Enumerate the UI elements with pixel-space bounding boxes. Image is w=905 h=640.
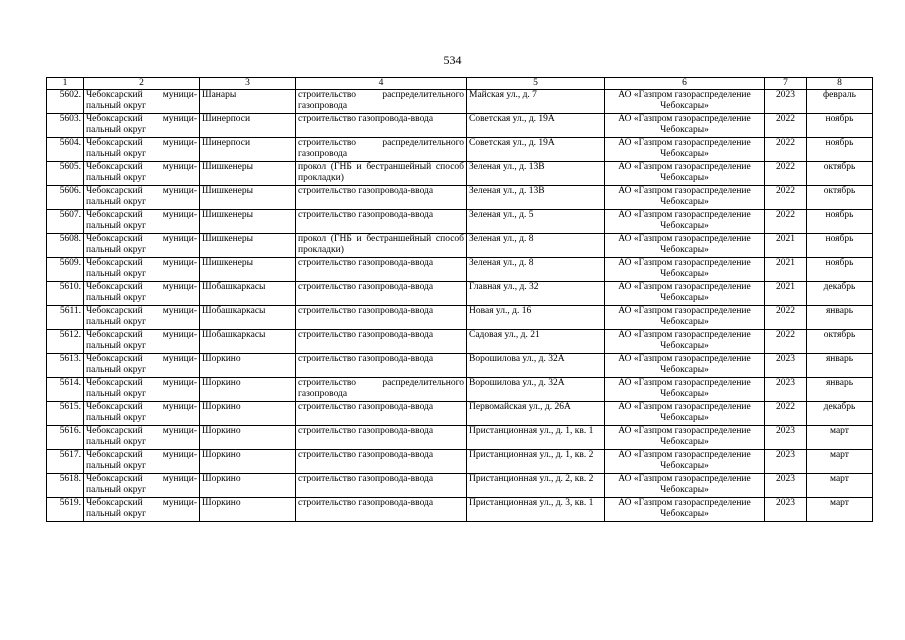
month-cell: декабрь <box>807 282 873 306</box>
month-cell: январь <box>807 306 873 330</box>
table-row <box>47 306 873 330</box>
organization-cell: АО «Газпром газораспределение Чебоксары» <box>605 450 765 474</box>
column-number: 6 <box>605 78 765 90</box>
district-cell: Чебоксарский муници-пальный округ <box>84 90 200 114</box>
year-cell: 2022 <box>765 330 807 354</box>
year-cell: 2021 <box>765 258 807 282</box>
address-cell: Пристанционная ул., д. 3, кв. 1 <box>467 498 605 522</box>
work-type-cell: строительство газопровода-ввода <box>296 210 467 234</box>
column-number: 7 <box>765 78 807 90</box>
address-cell: Пристанционная ул., д. 1, кв. 2 <box>467 450 605 474</box>
row-number: 5612. <box>47 330 84 354</box>
work-type-cell: прокол (ГНБ и бестраншейный способ прокладки) <box>296 162 467 186</box>
table-row <box>47 234 873 258</box>
year-cell: 2022 <box>765 162 807 186</box>
settlement-cell: Шоркино <box>200 426 296 450</box>
address-cell: Зеленая ул., д. 13В <box>467 186 605 210</box>
address-cell: Новая ул., д. 16 <box>467 306 605 330</box>
year-cell: 2023 <box>765 450 807 474</box>
column-number: 5 <box>467 78 605 90</box>
settlement-cell: Шоркино <box>200 402 296 426</box>
district-cell: Чебоксарский муници-пальный округ <box>84 354 200 378</box>
work-type-cell: строительство газопровода-ввода <box>296 450 467 474</box>
row-number: 5614. <box>47 378 84 402</box>
settlement-cell: Шобашкаркасы <box>200 330 296 354</box>
district-cell: Чебоксарский муници-пальный округ <box>84 426 200 450</box>
row-number: 5611. <box>47 306 84 330</box>
address-cell: Майская ул., д. 7 <box>467 90 605 114</box>
month-cell: ноябрь <box>807 234 873 258</box>
year-cell: 2022 <box>765 114 807 138</box>
organization-cell: АО «Газпром газораспределение Чебоксары» <box>605 378 765 402</box>
work-type-cell: строительство газопровода-ввода <box>296 402 467 426</box>
organization-cell: АО «Газпром газораспределение Чебоксары» <box>605 114 765 138</box>
work-type-cell: прокол (ГНБ и бестраншейный способ прокладки) <box>296 234 467 258</box>
settlement-cell: Шоркино <box>200 498 296 522</box>
settlement-cell: Шоркино <box>200 474 296 498</box>
row-number: 5618. <box>47 474 84 498</box>
address-cell: Первомайская ул., д. 26А <box>467 402 605 426</box>
work-type-cell: строительство распределительного газопровода <box>296 90 467 114</box>
settlement-cell: Шоркино <box>200 450 296 474</box>
address-cell: Советская ул., д. 19А <box>467 114 605 138</box>
address-cell: Пристанционная ул., д. 2, кв. 2 <box>467 474 605 498</box>
year-cell: 2023 <box>765 498 807 522</box>
table-row <box>47 330 873 354</box>
row-number: 5616. <box>47 426 84 450</box>
address-cell: Советская ул., д. 19А <box>467 138 605 162</box>
column-number: 2 <box>84 78 200 90</box>
settlement-cell: Шишкенеры <box>200 210 296 234</box>
table-row <box>47 402 873 426</box>
table-row <box>47 450 873 474</box>
table-row <box>47 474 873 498</box>
settlement-cell: Шишкенеры <box>200 186 296 210</box>
organization-cell: АО «Газпром газораспределение Чебоксары» <box>605 282 765 306</box>
work-type-cell: строительство распределительного газопровода <box>296 378 467 402</box>
settlement-cell: Шобашкаркасы <box>200 306 296 330</box>
year-cell: 2022 <box>765 138 807 162</box>
address-cell: Зеленая ул., д. 5 <box>467 210 605 234</box>
settlement-cell: Шишкенеры <box>200 162 296 186</box>
work-type-cell: строительство газопровода-ввода <box>296 474 467 498</box>
year-cell: 2023 <box>765 90 807 114</box>
row-number: 5603. <box>47 114 84 138</box>
organization-cell: АО «Газпром газораспределение Чебоксары» <box>605 210 765 234</box>
work-type-cell: строительство газопровода-ввода <box>296 426 467 450</box>
month-cell: февраль <box>807 90 873 114</box>
organization-cell: АО «Газпром газораспределение Чебоксары» <box>605 474 765 498</box>
settlement-cell: Шинерпоси <box>200 114 296 138</box>
district-cell: Чебоксарский муници-пальный округ <box>84 162 200 186</box>
work-type-cell: строительство газопровода-ввода <box>296 498 467 522</box>
table-row <box>47 90 873 114</box>
district-cell: Чебоксарский муници-пальный округ <box>84 450 200 474</box>
table-row <box>47 378 873 402</box>
row-number: 5619. <box>47 498 84 522</box>
month-cell: январь <box>807 354 873 378</box>
address-cell: Зеленая ул., д. 8 <box>467 234 605 258</box>
row-number: 5604. <box>47 138 84 162</box>
organization-cell: АО «Газпром газораспределение Чебоксары» <box>605 330 765 354</box>
work-type-cell: строительство газопровода-ввода <box>296 330 467 354</box>
organization-cell: АО «Газпром газораспределение Чебоксары» <box>605 402 765 426</box>
month-cell: ноябрь <box>807 258 873 282</box>
address-cell: Ворошилова ул., д. 32А <box>467 354 605 378</box>
row-number: 5617. <box>47 450 84 474</box>
district-cell: Чебоксарский муници-пальный округ <box>84 138 200 162</box>
year-cell: 2023 <box>765 426 807 450</box>
column-number: 3 <box>200 78 296 90</box>
row-number: 5610. <box>47 282 84 306</box>
organization-cell: АО «Газпром газораспределение Чебоксары» <box>605 354 765 378</box>
table-row <box>47 282 873 306</box>
district-cell: Чебоксарский муници-пальный округ <box>84 186 200 210</box>
organization-cell: АО «Газпром газораспределение Чебоксары» <box>605 426 765 450</box>
work-type-cell: строительство газопровода-ввода <box>296 258 467 282</box>
year-cell: 2023 <box>765 474 807 498</box>
address-cell: Зеленая ул., д. 13В <box>467 162 605 186</box>
organization-cell: АО «Газпром газораспределение Чебоксары» <box>605 498 765 522</box>
column-number: 4 <box>296 78 467 90</box>
gas-works-table <box>46 77 873 522</box>
year-cell: 2021 <box>765 282 807 306</box>
work-type-cell: строительство газопровода-ввода <box>296 186 467 210</box>
organization-cell: АО «Газпром газораспределение Чебоксары» <box>605 306 765 330</box>
month-cell: октябрь <box>807 330 873 354</box>
year-cell: 2022 <box>765 306 807 330</box>
work-type-cell: строительство газопровода-ввода <box>296 354 467 378</box>
settlement-cell: Шобашкаркасы <box>200 282 296 306</box>
work-type-cell: строительство газопровода-ввода <box>296 306 467 330</box>
month-cell: декабрь <box>807 402 873 426</box>
table-row <box>47 162 873 186</box>
row-number: 5608. <box>47 234 84 258</box>
month-cell: ноябрь <box>807 210 873 234</box>
table-row <box>47 138 873 162</box>
column-number: 1 <box>47 78 84 90</box>
district-cell: Чебоксарский муници-пальный округ <box>84 378 200 402</box>
settlement-cell: Шанары <box>200 90 296 114</box>
district-cell: Чебоксарский муници-пальный округ <box>84 306 200 330</box>
district-cell: Чебоксарский муници-пальный округ <box>84 330 200 354</box>
organization-cell: АО «Газпром газораспределение Чебоксары» <box>605 162 765 186</box>
table-row <box>47 114 873 138</box>
settlement-cell: Шоркино <box>200 378 296 402</box>
row-number: 5613. <box>47 354 84 378</box>
row-number: 5609. <box>47 258 84 282</box>
district-cell: Чебоксарский муници-пальный округ <box>84 402 200 426</box>
district-cell: Чебоксарский муници-пальный округ <box>84 234 200 258</box>
row-number: 5602. <box>47 90 84 114</box>
month-cell: октябрь <box>807 162 873 186</box>
year-cell: 2022 <box>765 186 807 210</box>
row-number: 5606. <box>47 186 84 210</box>
settlement-cell: Шоркино <box>200 354 296 378</box>
month-cell: январь <box>807 378 873 402</box>
organization-cell: АО «Газпром газораспределение Чебоксары» <box>605 90 765 114</box>
month-cell: октябрь <box>807 186 873 210</box>
district-cell: Чебоксарский муници-пальный округ <box>84 498 200 522</box>
column-number-row <box>47 78 873 90</box>
row-number: 5607. <box>47 210 84 234</box>
organization-cell: АО «Газпром газораспределение Чебоксары» <box>605 258 765 282</box>
settlement-cell: Шишкенеры <box>200 258 296 282</box>
address-cell: Пристанционная ул., д. 1, кв. 1 <box>467 426 605 450</box>
organization-cell: АО «Газпром газораспределение Чебоксары» <box>605 138 765 162</box>
month-cell: март <box>807 450 873 474</box>
district-cell: Чебоксарский муници-пальный округ <box>84 282 200 306</box>
year-cell: 2022 <box>765 210 807 234</box>
year-cell: 2022 <box>765 402 807 426</box>
table-row <box>47 258 873 282</box>
month-cell: ноябрь <box>807 138 873 162</box>
address-cell: Зеленая ул., д. 8 <box>467 258 605 282</box>
organization-cell: АО «Газпром газораспределение Чебоксары» <box>605 186 765 210</box>
row-number: 5605. <box>47 162 84 186</box>
year-cell: 2023 <box>765 354 807 378</box>
address-cell: Садовая ул., д. 21 <box>467 330 605 354</box>
organization-cell: АО «Газпром газораспределение Чебоксары» <box>605 234 765 258</box>
district-cell: Чебоксарский муници-пальный округ <box>84 258 200 282</box>
month-cell: март <box>807 474 873 498</box>
year-cell: 2023 <box>765 378 807 402</box>
table-row <box>47 498 873 522</box>
month-cell: март <box>807 498 873 522</box>
column-number: 8 <box>807 78 873 90</box>
address-cell: Ворошилова ул., д. 32А <box>467 378 605 402</box>
address-cell: Главная ул., д. 32 <box>467 282 605 306</box>
work-type-cell: строительство газопровода-ввода <box>296 114 467 138</box>
work-type-cell: строительство распределительного газопровода <box>296 138 467 162</box>
table-row <box>47 426 873 450</box>
settlement-cell: Шишкенеры <box>200 234 296 258</box>
district-cell: Чебоксарский муници-пальный округ <box>84 474 200 498</box>
month-cell: ноябрь <box>807 114 873 138</box>
table-row <box>47 186 873 210</box>
settlement-cell: Шинерпоси <box>200 138 296 162</box>
district-cell: Чебоксарский муници-пальный округ <box>84 210 200 234</box>
page-number: 534 <box>443 53 462 67</box>
year-cell: 2021 <box>765 234 807 258</box>
table-row <box>47 210 873 234</box>
month-cell: март <box>807 426 873 450</box>
table-row <box>47 354 873 378</box>
work-type-cell: строительство газопровода-ввода <box>296 282 467 306</box>
row-number: 5615. <box>47 402 84 426</box>
district-cell: Чебоксарский муници-пальный округ <box>84 114 200 138</box>
